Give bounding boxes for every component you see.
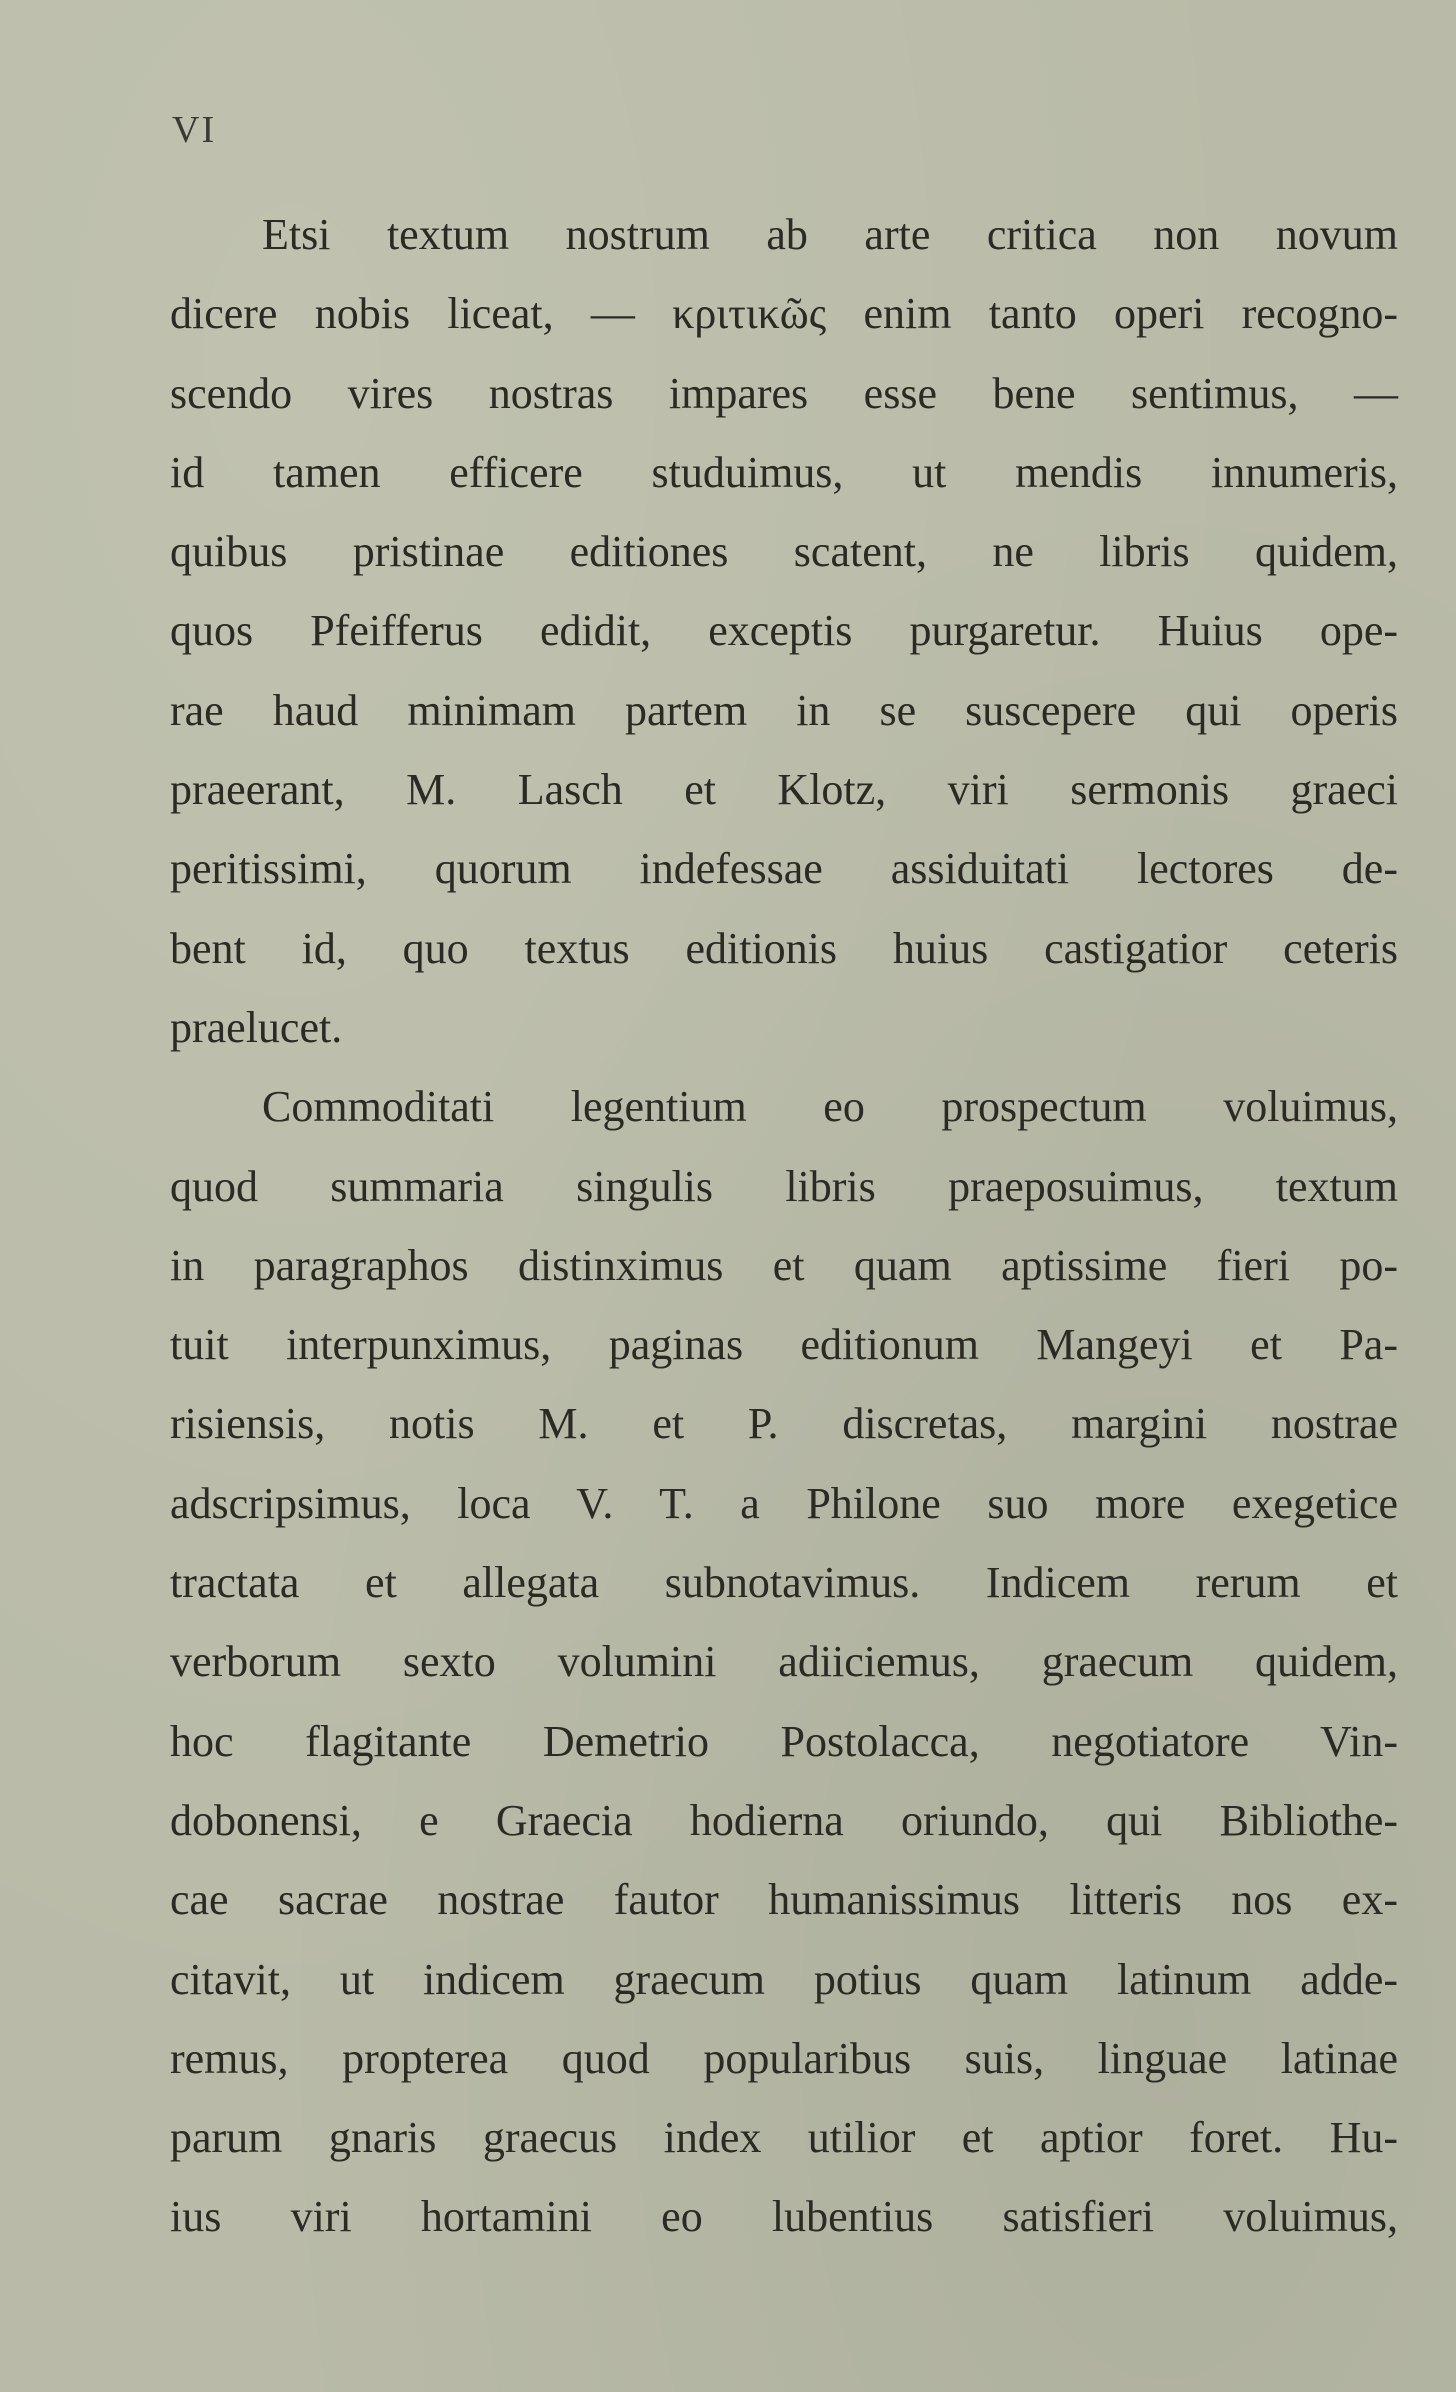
text-line: id tamen efficere studuimus, ut mendis innumeris, xyxy=(170,447,1398,497)
text-line: cae sacrae nostrae fautor humanissimus litteris nos ex- xyxy=(170,1875,1398,1925)
text-line: dobonensi, e Graecia hodierna oriundo, qui Bibliothe- xyxy=(170,1795,1398,1845)
text-line: Commoditati legentium eo prospectum voluimus, xyxy=(262,1082,1398,1132)
text-line: scendo vires nostras impares esse bene sentimus, — xyxy=(170,368,1398,418)
text-line: quibus pristinae editiones scatent, ne libris quidem, xyxy=(170,527,1398,577)
text-line: peritissimi, quorum indefessae assiduitati lectores de- xyxy=(170,844,1398,894)
text-line: quod summaria singulis libris praeposuimus, textum xyxy=(170,1161,1398,1211)
text-line: tractata et allegata subnotavimus. Indicem rerum et xyxy=(170,1558,1398,1608)
text-line: citavit, ut indicem graecum potius quam latinum adde- xyxy=(170,1954,1398,2004)
text-line: remus, propterea quod popularibus suis, linguae latinae xyxy=(170,2033,1398,2083)
text-line: adscripsimus, loca V. T. a Philone suo more exegetice xyxy=(170,1478,1398,1528)
text-line: Etsi textum nostrum ab arte critica non novum xyxy=(262,210,1398,259)
text-line: praeerant, M. Lasch et Klotz, viri sermonis graeci xyxy=(170,765,1398,815)
page-number: VI xyxy=(172,109,217,151)
text-line: hoc flagitante Demetrio Postolacca, negotiatore Vin- xyxy=(170,1716,1398,1766)
text-line: bent id, quo textus editionis huius castigatior ceteris xyxy=(170,923,1398,973)
text-line: risiensis, notis M. et P. discretas, margini nostrae xyxy=(170,1399,1398,1449)
text-line: praelucet. xyxy=(170,1002,343,1052)
text-line: quos Pfeifferus edidit, exceptis purgaretur. Huius ope- xyxy=(170,606,1398,656)
text-line: verborum sexto volumini adiiciemus, graecum quidem, xyxy=(170,1637,1398,1687)
text-line: ius viri hortamini eo lubentius satisfieri voluimus, xyxy=(170,2192,1398,2242)
text-line: parum gnaris graecus index utilior et aptior foret. Hu- xyxy=(170,2113,1398,2163)
text-line: rae haud minimam partem in se suscepere qui operis xyxy=(170,685,1398,735)
text-block xyxy=(170,195,1398,2257)
text-line: tuit interpunximus, paginas editionum Mangeyi et Pa- xyxy=(170,1320,1398,1370)
text-line: in paragraphos distinximus et quam aptissime fieri po- xyxy=(170,1240,1398,1290)
text-line: dicere nobis liceat, — κριτικῶς enim tanto operi recogno- xyxy=(170,289,1398,339)
